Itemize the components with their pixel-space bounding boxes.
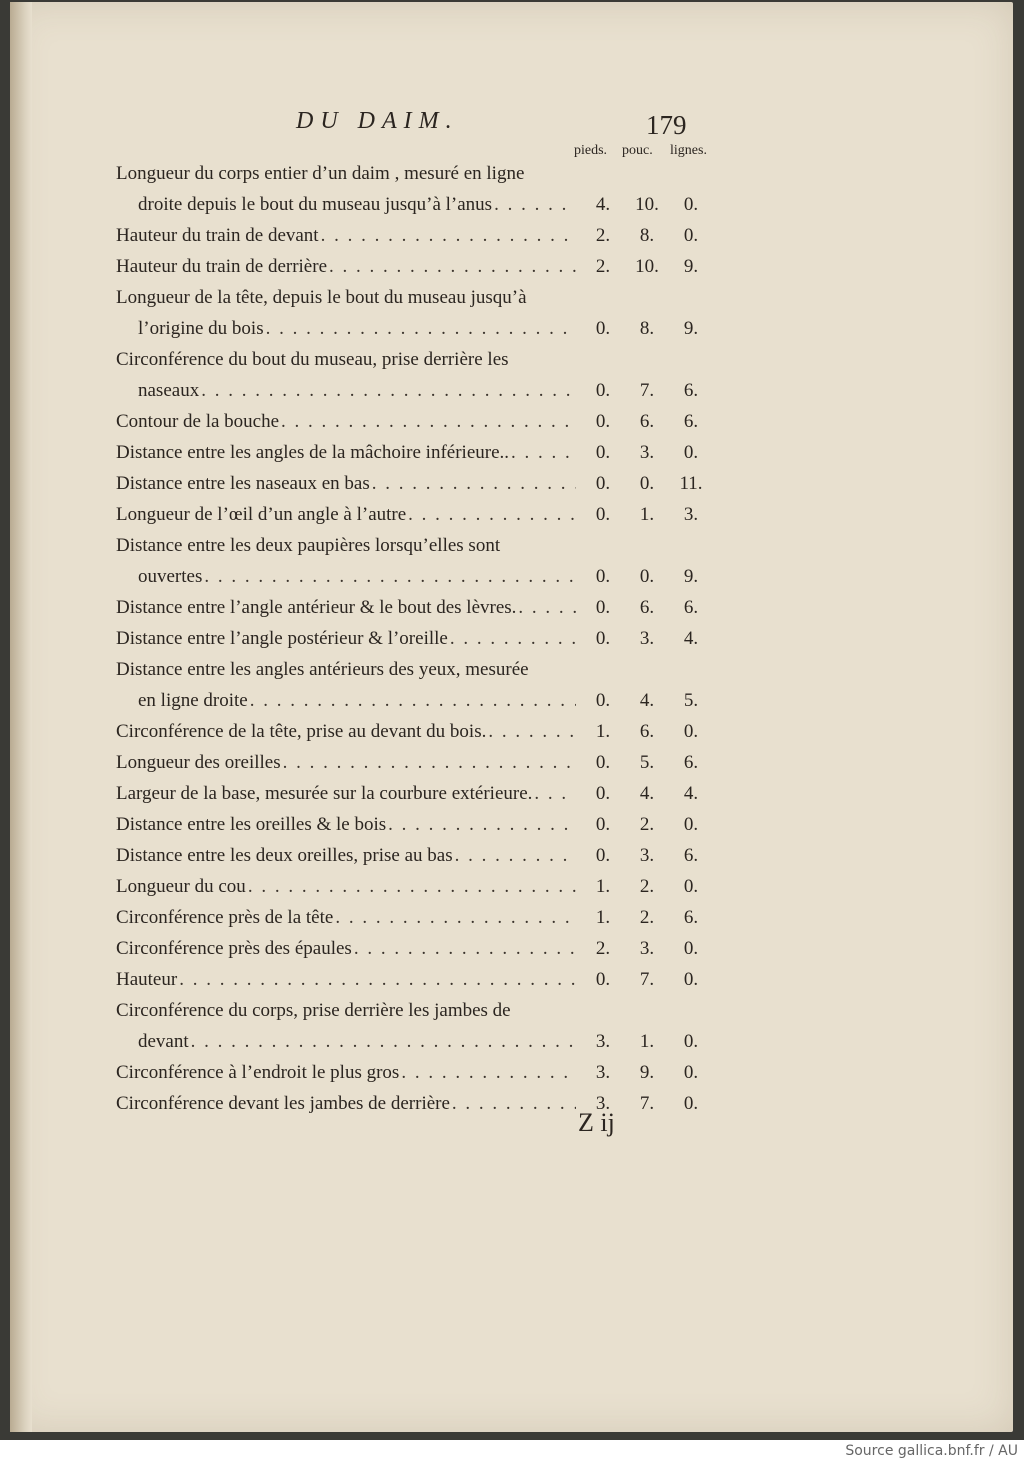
table-row	[116, 747, 716, 778]
row-label: Distance entre les oreilles & le bois	[116, 814, 387, 835]
value-lignes: 0.	[683, 1031, 699, 1052]
value-pouc: 3.	[639, 938, 655, 959]
row-description	[116, 282, 576, 344]
row-text-line: Circonférence du bout du museau, prise derrière les	[116, 349, 509, 370]
value-lignes: 0.	[683, 969, 699, 990]
dot-leader	[329, 251, 576, 282]
row-label: naseaux	[138, 380, 200, 401]
row-label: l’origine du bois	[138, 318, 264, 339]
value-lignes: 0.	[683, 721, 699, 742]
value-pouc: 1.	[639, 504, 655, 525]
row-last-line	[116, 406, 576, 437]
row-description	[116, 840, 576, 871]
value-pouc: 9.	[639, 1062, 655, 1083]
value-pieds: 2.	[595, 256, 611, 277]
value-lignes: 9.	[683, 256, 699, 277]
value-pouc: 8.	[639, 225, 655, 246]
row-label: devant	[138, 1031, 189, 1052]
row-label: Distance entre l’angle postérieur & l’oreille	[116, 628, 448, 649]
row-values	[586, 251, 716, 282]
table-row	[116, 1088, 716, 1119]
table-row	[116, 1057, 716, 1088]
table-row	[116, 220, 716, 251]
dot-leader	[283, 747, 576, 778]
row-values	[586, 1057, 716, 1088]
table-row	[116, 995, 716, 1057]
dot-leader	[534, 778, 576, 809]
dot-leader	[452, 1088, 576, 1119]
row-values	[586, 964, 716, 995]
row-label: ouvertes	[138, 566, 203, 587]
dot-leader	[372, 468, 576, 499]
table-row	[116, 809, 716, 840]
value-pieds: 3.	[595, 1031, 611, 1052]
value-pouc: 4.	[639, 783, 655, 804]
row-values	[586, 468, 716, 499]
value-lignes: 0.	[683, 1062, 699, 1083]
row-label: Circonférence de la tête, prise au devant du bois.	[116, 721, 487, 742]
value-pieds: 0.	[595, 504, 611, 525]
measurements-table	[116, 158, 716, 1119]
value-pieds: 4.	[595, 194, 611, 215]
row-label: Distance entre les angles de la mâchoire inférieure..	[116, 442, 510, 463]
value-pieds: 0.	[595, 969, 611, 990]
value-pieds: 2.	[595, 938, 611, 959]
value-pieds: 0.	[595, 628, 611, 649]
table-row	[116, 468, 716, 499]
value-pouc: 2.	[639, 814, 655, 835]
value-lignes: 6.	[683, 845, 699, 866]
value-pouc: 3.	[639, 442, 655, 463]
dot-leader	[488, 716, 576, 747]
value-pieds: 0.	[595, 752, 611, 773]
row-last-line	[116, 902, 576, 933]
value-pouc: 6.	[639, 597, 655, 618]
dot-leader	[408, 499, 576, 530]
value-pieds: 0.	[595, 473, 611, 494]
row-values	[586, 561, 716, 592]
row-text-line: Longueur de la tête, depuis le bout du museau jusqu’à	[116, 287, 527, 308]
dot-leader	[401, 1057, 576, 1088]
value-lignes: 0.	[683, 876, 699, 897]
row-last-line	[116, 437, 576, 468]
table-row	[116, 592, 716, 623]
row-label: Contour de la bouche	[116, 411, 280, 432]
table-row	[116, 902, 716, 933]
row-values	[586, 871, 716, 902]
row-values	[586, 1026, 716, 1057]
row-label: Distance entre l’angle antérieur & le bout des lèvres.	[116, 597, 517, 618]
page-number: 179	[646, 110, 687, 140]
row-last-line	[116, 499, 576, 530]
row-last-line	[116, 685, 576, 716]
row-last-line	[116, 623, 576, 654]
table-row	[116, 871, 716, 902]
value-pieds: 1.	[595, 721, 611, 742]
row-values	[586, 437, 716, 468]
table-row	[116, 654, 716, 716]
dot-leader	[281, 406, 576, 437]
row-description	[116, 220, 576, 251]
dot-leader	[335, 902, 576, 933]
dot-leader	[494, 189, 576, 220]
value-pouc: 7.	[639, 380, 655, 401]
dot-leader	[266, 313, 576, 344]
value-pieds: 2.	[595, 225, 611, 246]
row-description	[116, 933, 576, 964]
value-pouc: 10.	[635, 194, 659, 215]
value-lignes: 0.	[683, 814, 699, 835]
table-row	[116, 840, 716, 871]
row-values	[586, 809, 716, 840]
value-lignes: 0.	[683, 225, 699, 246]
row-values	[586, 592, 716, 623]
row-last-line	[116, 1057, 576, 1088]
value-lignes: 6.	[683, 597, 699, 618]
row-label: droite depuis le bout du museau jusqu’à l’anus	[138, 194, 493, 215]
row-last-line	[116, 592, 576, 623]
table-row	[116, 933, 716, 964]
table-row	[116, 623, 716, 654]
row-values	[586, 220, 716, 251]
row-description	[116, 716, 576, 747]
table-row	[116, 499, 716, 530]
value-lignes: 6.	[683, 752, 699, 773]
value-pouc: 3.	[639, 845, 655, 866]
table-row	[116, 158, 716, 220]
value-lignes: 6.	[683, 411, 699, 432]
value-pieds: 0.	[595, 380, 611, 401]
value-lignes: 4.	[683, 783, 699, 804]
row-description	[116, 499, 576, 530]
row-values	[586, 406, 716, 437]
row-label: Longueur de l’œil d’un angle à l’autre	[116, 504, 407, 525]
row-values	[586, 933, 716, 964]
row-last-line	[116, 964, 576, 995]
value-pouc: 0.	[639, 473, 655, 494]
value-pouc: 2.	[639, 876, 655, 897]
value-pieds: 0.	[595, 318, 611, 339]
row-label: Circonférence près des épaules	[116, 938, 352, 959]
dot-leader	[250, 685, 576, 716]
row-values	[586, 189, 716, 220]
table-row	[116, 344, 716, 406]
value-lignes: 6.	[683, 380, 699, 401]
row-description	[116, 964, 576, 995]
row-description	[116, 158, 576, 220]
row-text-line: Circonférence du corps, prise derrière les jambes de	[116, 1000, 511, 1021]
value-pouc: 6.	[639, 411, 655, 432]
row-description	[116, 251, 576, 282]
value-lignes: 9.	[683, 566, 699, 587]
value-pieds: 1.	[595, 907, 611, 928]
row-values	[586, 375, 716, 406]
value-lignes: 0.	[683, 442, 699, 463]
row-description	[116, 530, 576, 592]
row-description	[116, 623, 576, 654]
value-pieds: 3.	[595, 1093, 611, 1114]
row-last-line	[116, 840, 576, 871]
value-lignes: 5.	[683, 690, 699, 711]
value-pieds: 0.	[595, 690, 611, 711]
value-pieds: 0.	[595, 411, 611, 432]
dot-leader	[248, 871, 576, 902]
row-last-line	[116, 561, 576, 592]
row-label: Distance entre les deux oreilles, prise au bas	[116, 845, 453, 866]
row-label: Largeur de la base, mesurée sur la courbure extérieure.	[116, 783, 533, 804]
running-head: DU DAIM.	[296, 108, 459, 134]
table-row	[116, 406, 716, 437]
row-values	[586, 313, 716, 344]
value-pouc: 8.	[639, 318, 655, 339]
dot-leader	[450, 623, 576, 654]
value-pouc: 2.	[639, 907, 655, 928]
row-description	[116, 871, 576, 902]
row-label: Distance entre les naseaux en bas	[116, 473, 370, 494]
value-pouc: 5.	[639, 752, 655, 773]
row-last-line	[116, 1088, 576, 1119]
row-label: en ligne droite	[138, 690, 248, 711]
value-lignes: 6.	[683, 907, 699, 928]
row-text-line: Distance entre les deux paupières lorsqu’elles sont	[116, 535, 501, 556]
row-last-line	[116, 375, 576, 406]
row-description	[116, 778, 576, 809]
row-values	[586, 840, 716, 871]
row-label: Longueur du cou	[116, 876, 246, 897]
row-description	[116, 902, 576, 933]
row-label: Hauteur du train de devant	[116, 225, 319, 246]
row-values	[586, 499, 716, 530]
table-row	[116, 251, 716, 282]
dot-leader	[518, 592, 576, 623]
row-values	[586, 747, 716, 778]
row-values	[586, 778, 716, 809]
row-last-line	[116, 220, 576, 251]
row-description	[116, 809, 576, 840]
value-pouc: 10.	[635, 256, 659, 277]
dot-leader	[455, 840, 576, 871]
row-last-line	[116, 1026, 576, 1057]
row-description	[116, 654, 576, 716]
row-label: Circonférence devant les jambes de derrière	[116, 1093, 450, 1114]
table-row	[116, 964, 716, 995]
row-values	[586, 623, 716, 654]
row-description	[116, 406, 576, 437]
source-credit: Source gallica.bnf.fr / AU	[845, 1443, 1018, 1459]
row-description	[116, 1057, 576, 1088]
value-lignes: 0.	[683, 938, 699, 959]
dot-leader	[511, 437, 576, 468]
row-last-line	[116, 809, 576, 840]
row-description	[116, 1088, 576, 1119]
column-header-pouc: pouc.	[622, 143, 653, 158]
row-values	[586, 685, 716, 716]
row-label: Hauteur	[116, 969, 178, 990]
row-description	[116, 437, 576, 468]
row-last-line	[116, 747, 576, 778]
value-pouc: 7.	[639, 969, 655, 990]
value-pouc: 7.	[639, 1093, 655, 1114]
dot-leader	[321, 220, 576, 251]
dot-leader	[388, 809, 576, 840]
value-lignes: 0.	[683, 194, 699, 215]
value-pieds: 0.	[595, 845, 611, 866]
value-lignes: 0.	[683, 1093, 699, 1114]
row-last-line	[116, 189, 576, 220]
table-row	[116, 437, 716, 468]
row-description	[116, 747, 576, 778]
value-pieds: 3.	[595, 1062, 611, 1083]
dot-leader	[191, 1026, 576, 1057]
value-pouc: 1.	[639, 1031, 655, 1052]
row-text-line: Distance entre les angles antérieurs des yeux, mesurée	[116, 659, 529, 680]
row-label: Circonférence à l’endroit le plus gros	[116, 1062, 400, 1083]
row-description	[116, 468, 576, 499]
value-lignes: 3.	[683, 504, 699, 525]
column-header-pieds: pieds.	[574, 143, 608, 158]
row-description	[116, 344, 576, 406]
row-label: Longueur des oreilles	[116, 752, 281, 773]
table-row	[116, 282, 716, 344]
row-label: Hauteur du train de derrière	[116, 256, 328, 277]
row-last-line	[116, 933, 576, 964]
row-description	[116, 592, 576, 623]
row-last-line	[116, 468, 576, 499]
row-label: Circonférence près de la tête	[116, 907, 334, 928]
table-row	[116, 716, 716, 747]
value-pouc: 6.	[639, 721, 655, 742]
column-header-lignes: lignes.	[670, 143, 707, 158]
value-pouc: 3.	[639, 628, 655, 649]
page-spine-shadow	[10, 2, 32, 1432]
row-last-line	[116, 716, 576, 747]
value-pieds: 0.	[595, 442, 611, 463]
value-pieds: 0.	[595, 566, 611, 587]
value-pieds: 0.	[595, 783, 611, 804]
value-lignes: 9.	[683, 318, 699, 339]
value-pieds: 0.	[595, 597, 611, 618]
row-description	[116, 995, 576, 1057]
value-pouc: 0.	[639, 566, 655, 587]
value-lignes: 11.	[679, 473, 703, 494]
row-last-line	[116, 313, 576, 344]
value-lignes: 4.	[683, 628, 699, 649]
row-values	[586, 716, 716, 747]
row-last-line	[116, 871, 576, 902]
row-values	[586, 902, 716, 933]
dot-leader	[179, 964, 576, 995]
row-last-line	[116, 251, 576, 282]
table-row	[116, 530, 716, 592]
dot-leader	[201, 375, 576, 406]
dot-leader	[354, 933, 576, 964]
row-text-line: Longueur du corps entier d’un daim , mesuré en ligne	[116, 163, 525, 184]
row-last-line	[116, 778, 576, 809]
signature-mark: Z ij	[578, 1108, 615, 1137]
value-pieds: 0.	[595, 814, 611, 835]
value-pieds: 1.	[595, 876, 611, 897]
value-pouc: 4.	[639, 690, 655, 711]
dot-leader	[204, 561, 576, 592]
table-row	[116, 778, 716, 809]
